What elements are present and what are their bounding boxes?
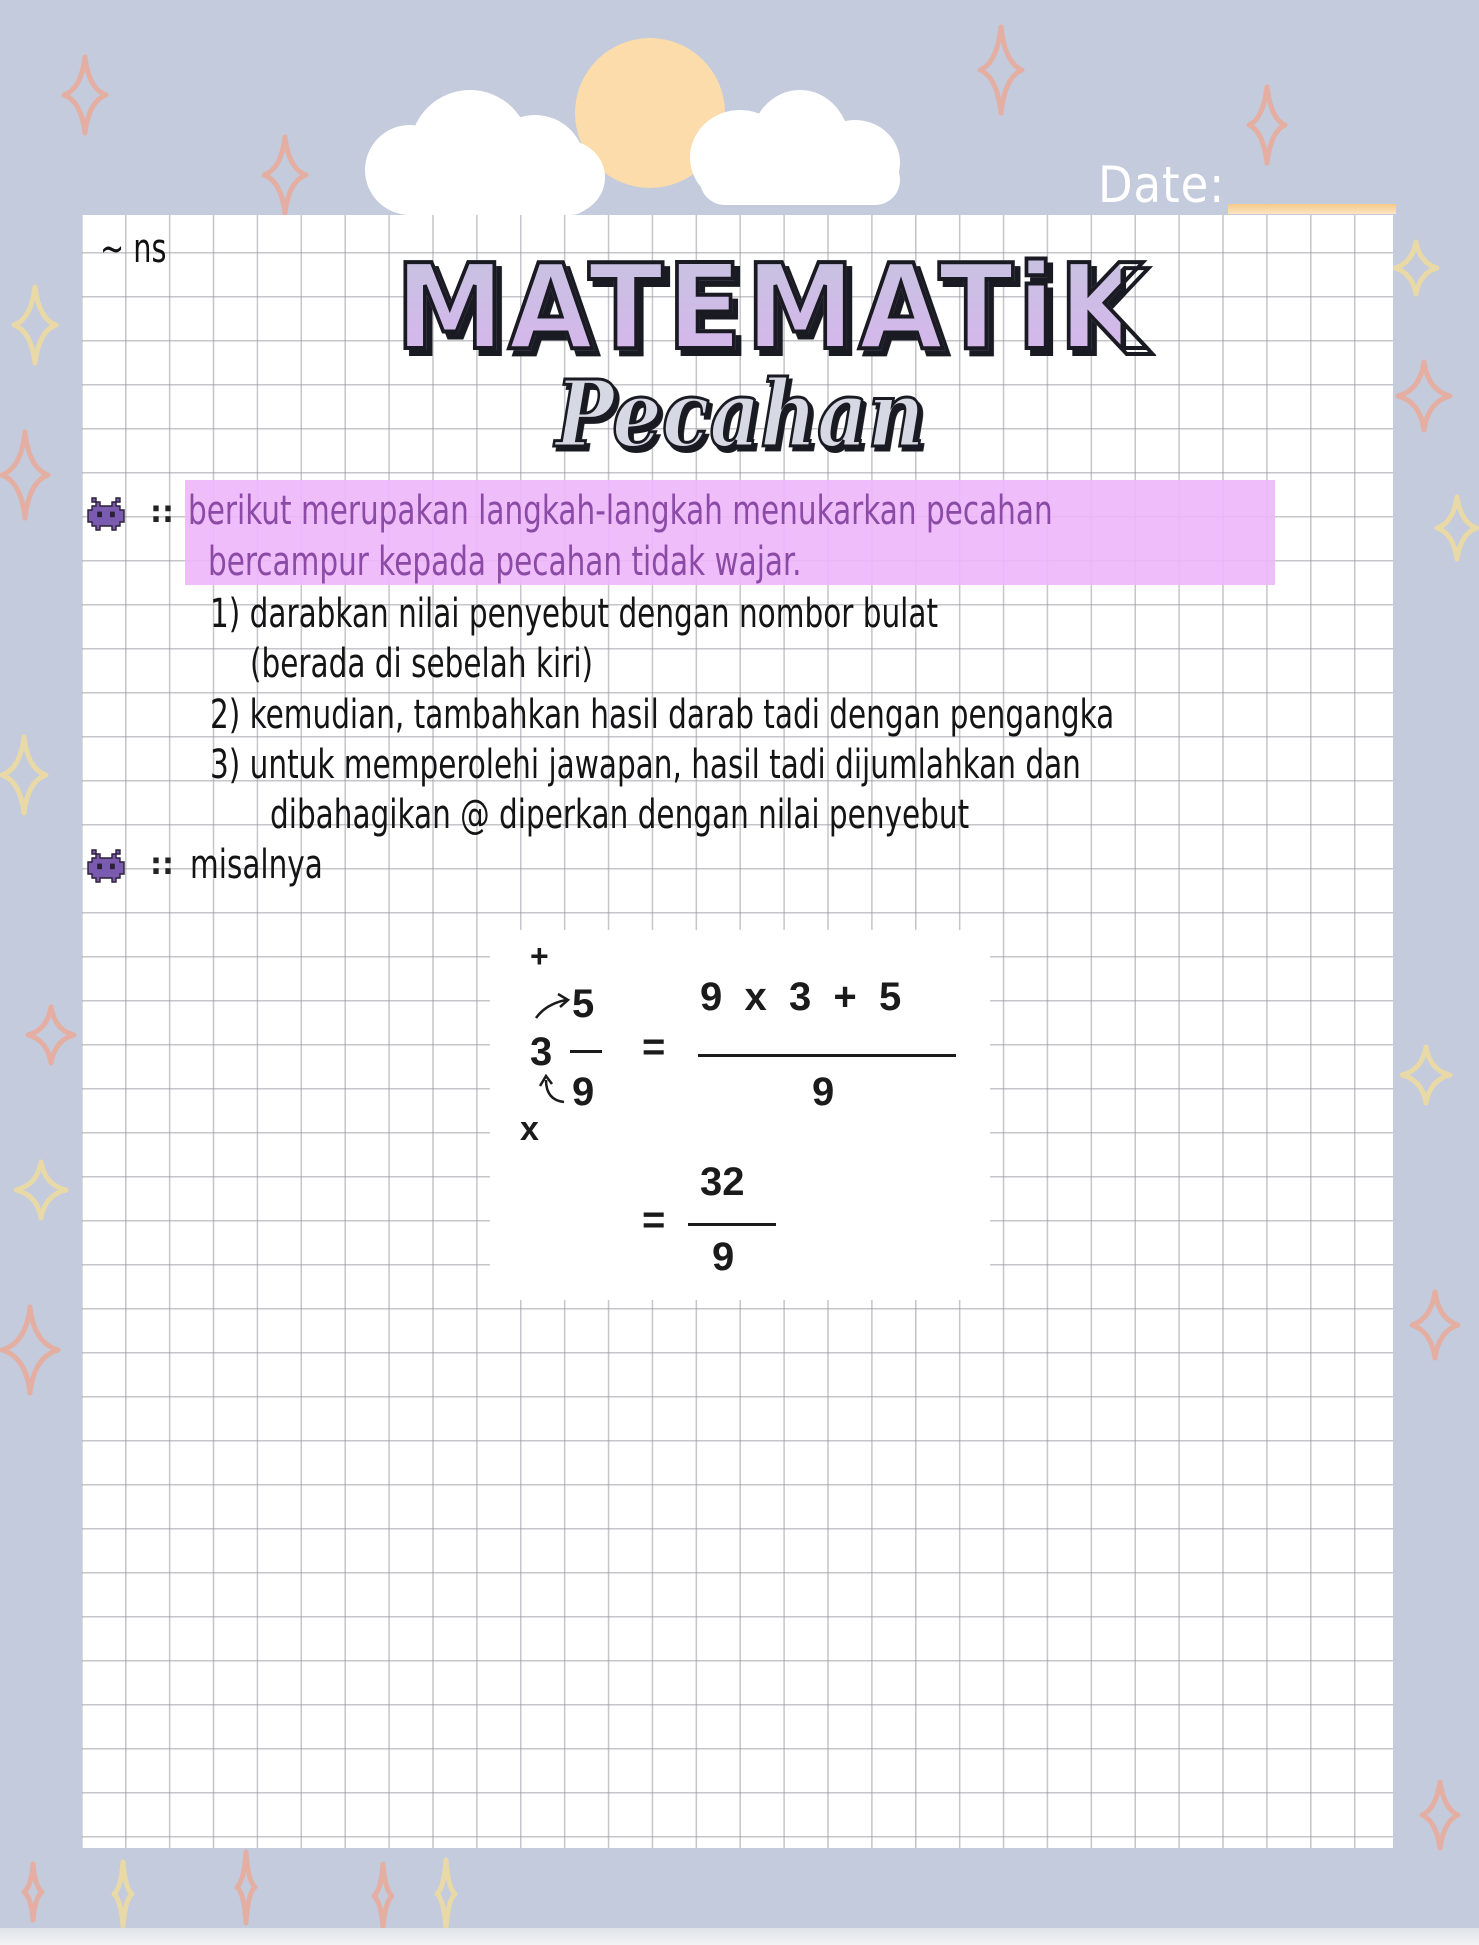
sparkle-icon — [1420, 1780, 1460, 1850]
step2-denominator: 9 — [712, 1235, 735, 1279]
alien-monster-icon — [84, 497, 128, 531]
sparkle-icon — [0, 735, 48, 815]
sparkle-icon — [1400, 1045, 1452, 1105]
sparkle-icon — [262, 135, 308, 215]
mixed-denominator: 9 — [572, 1070, 595, 1114]
sparkle-icon — [26, 1005, 76, 1065]
step1-numerator: 9 x 3 + 5 — [700, 975, 902, 1019]
sparkle-icon — [14, 1160, 68, 1220]
sparkle-icon — [978, 25, 1024, 115]
step-1-line: 1) darabkan nilai penyebut dengan nombor bulat — [210, 591, 939, 637]
step2-fraction-bar — [688, 1223, 776, 1226]
sparkle-icon — [112, 1860, 134, 1928]
separator: :: — [150, 495, 174, 530]
sparkle-icon — [1247, 85, 1287, 165]
sparkle-icon — [0, 430, 50, 520]
sparkle-icon — [22, 1862, 44, 1922]
step-3-line: 3) untuk memperolehi jawapan, hasil tadi dijumlahkan dan — [210, 742, 1081, 788]
cloud-decoration-right — [690, 90, 910, 205]
step2-numerator: 32 — [700, 1160, 745, 1204]
step-1-line: (berada di sebelah kiri) — [250, 641, 594, 687]
times-mark: x — [520, 1110, 539, 1148]
author-signature: ~ ns — [100, 226, 167, 272]
sparkle-icon — [1435, 495, 1479, 561]
example-label: misalnya — [190, 842, 323, 888]
bottom-edge — [0, 1928, 1479, 1945]
separator: :: — [150, 847, 174, 882]
equals-sign: = — [642, 1025, 666, 1069]
step-3-line: dibahagikan @ diperkan dengan nilai penyebut — [270, 792, 970, 838]
alien-monster-icon — [84, 849, 128, 883]
sparkle-icon — [62, 55, 108, 135]
intro-line: berikut merupakan langkah-langkah menukarkan pecahan — [188, 488, 1053, 534]
date-label: Date: — [1098, 156, 1226, 214]
step1-denominator: 9 — [812, 1070, 835, 1114]
curved-arrow-icon — [538, 1070, 568, 1106]
step1-fraction-bar — [698, 1054, 956, 1057]
curved-arrow-icon — [532, 990, 572, 1022]
mixed-whole: 3 — [530, 1030, 553, 1074]
equals-sign: = — [642, 1198, 666, 1242]
intro-line: bercampur kepada pecahan tidak wajar. — [208, 539, 802, 585]
step-2-line: 2) kemudian, tambahkan hasil darab tadi dengan pengangka — [210, 692, 1115, 738]
sparkle-icon — [372, 1862, 394, 1930]
sparkle-icon — [235, 1850, 257, 1925]
sparkle-icon — [1410, 1290, 1460, 1360]
date-field[interactable] — [1228, 204, 1396, 214]
mixed-fraction-bar — [570, 1050, 602, 1053]
math-example — [490, 930, 990, 1300]
page-subtitle: Pecahan — [555, 360, 925, 468]
cloud-decoration-left — [365, 85, 625, 215]
sparkle-icon — [12, 285, 58, 365]
sparkle-icon — [1393, 240, 1439, 296]
plus-mark: + — [530, 938, 549, 974]
sparkle-icon — [435, 1858, 457, 1930]
sparkle-icon — [1396, 360, 1452, 432]
sparkle-icon — [0, 1305, 60, 1395]
page-title: MATEMATiK — [395, 238, 1148, 376]
mixed-numerator: 5 — [572, 982, 595, 1026]
